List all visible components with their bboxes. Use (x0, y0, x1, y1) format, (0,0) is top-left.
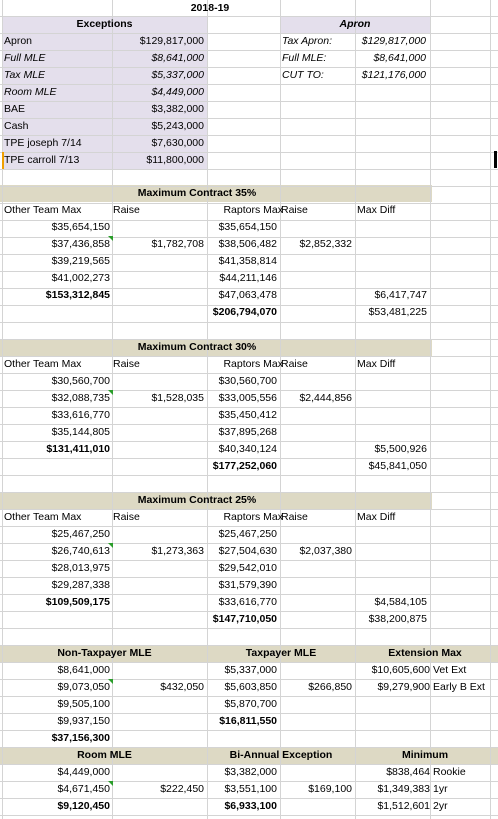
extension-max-value[interactable]: $10,605,600 (371, 664, 430, 676)
minimum-header[interactable]: Minimum (401, 749, 449, 761)
col-raise[interactable]: Raise (113, 358, 140, 370)
room-mle-value[interactable]: $4,671,450 (57, 783, 110, 795)
raptors-max-value[interactable]: $25,467,250 (218, 528, 277, 540)
other-team-max-value[interactable]: $37,436,858 (51, 238, 110, 250)
room-mle-raise[interactable]: $222,450 (160, 783, 204, 795)
other-team-max-value[interactable]: $28,013,975 (51, 562, 110, 574)
nontax-mle-value[interactable]: $9,073,050 (57, 681, 110, 693)
raptors-max-value[interactable]: $35,654,150 (218, 221, 277, 233)
other-team-max-value[interactable]: $41,002,273 (51, 272, 110, 284)
exception-value[interactable]: $129,817,000 (139, 35, 204, 47)
exception-value[interactable]: $5,337,000 (151, 69, 204, 81)
exception-value[interactable]: $4,449,000 (151, 86, 204, 98)
grid-row-line (0, 475, 498, 476)
grid-row-line (0, 815, 498, 816)
raptors-max-value[interactable]: $33,616,770 (218, 596, 277, 608)
max-diff-value[interactable]: $5,500,926 (374, 443, 427, 455)
exceptions-header: Exceptions (76, 18, 133, 30)
other-team-max-value[interactable]: $32,088,735 (51, 392, 110, 404)
col-raptors-max[interactable]: Raptors Max (223, 204, 283, 216)
other-team-max-value[interactable]: $35,144,805 (51, 426, 110, 438)
raptors-max-value[interactable]: $41,358,814 (218, 255, 277, 267)
raptors-max-total[interactable]: $206,794,070 (212, 306, 277, 318)
extension-max-value[interactable]: $9,279,900 (377, 681, 430, 693)
col-raptors-max[interactable]: Raptors Max (223, 511, 283, 523)
col-raise[interactable]: Raise (113, 511, 140, 523)
text-cursor (494, 151, 497, 168)
raptors-max-value[interactable]: $30,560,700 (218, 375, 277, 387)
taxpayer-mle-header[interactable]: Taxpayer MLE (245, 647, 317, 659)
exception-label[interactable]: Room MLE (4, 86, 57, 98)
bi-annual-exception-header[interactable]: Bi-Annual Exception (229, 749, 333, 761)
raise2-value[interactable]: $2,852,332 (299, 238, 352, 250)
nontax-mle-raise[interactable]: $432,050 (160, 681, 204, 693)
extension-max-header[interactable]: Extension Max (388, 647, 462, 659)
exception-label[interactable]: Tax MLE (4, 69, 46, 81)
other-team-max-value[interactable]: $26,740,613 (51, 545, 110, 557)
nontax-mle-value[interactable]: $9,937,150 (57, 715, 110, 727)
raptors-max-value[interactable]: $27,504,630 (218, 545, 277, 557)
exception-label[interactable]: BAE (4, 103, 26, 115)
max-diff-total[interactable]: $45,841,050 (368, 460, 427, 472)
max-contract-header[interactable]: Maximum Contract 25% (137, 494, 257, 506)
nontax-mle-total[interactable]: $37,156,300 (51, 732, 110, 744)
max-diff-value[interactable]: $4,584,105 (374, 596, 427, 608)
minimum-label[interactable]: 2yr (433, 800, 448, 812)
extension-max-label[interactable]: Vet Ext (433, 664, 467, 676)
room-mle-value[interactable]: $4,449,000 (57, 766, 110, 778)
max-diff-total[interactable]: $38,200,875 (368, 613, 427, 625)
minimum-label[interactable]: Rookie (433, 766, 466, 778)
other-team-max-value[interactable]: $29,287,338 (51, 579, 110, 591)
raptors-max-value[interactable]: $31,579,390 (218, 579, 277, 591)
exception-label[interactable]: Cash (4, 120, 29, 132)
other-team-max-value[interactable]: $39,219,565 (51, 255, 110, 267)
exception-label[interactable]: Full MLE (4, 52, 46, 64)
raise-value[interactable]: $1,273,363 (151, 545, 204, 557)
tax-mle-value[interactable]: $5,337,000 (224, 664, 277, 676)
apron-value[interactable]: $129,817,000 (361, 35, 426, 47)
exception-label[interactable]: TPE joseph 7/14 (4, 137, 82, 149)
exception-label[interactable]: Apron (4, 35, 33, 47)
bae-raise[interactable]: $169,100 (308, 783, 352, 795)
tax-mle-value[interactable]: $5,603,850 (224, 681, 277, 693)
col-raise2[interactable]: Raise (281, 358, 308, 370)
raptors-max-value[interactable]: $37,895,268 (218, 426, 277, 438)
col-max-diff[interactable]: Max Diff (357, 358, 396, 370)
extension-max-label[interactable]: Early B Ext (433, 681, 485, 693)
nontax-mle-value[interactable]: $8,641,000 (57, 664, 110, 676)
minimum-value[interactable]: $1,349,383 (377, 783, 430, 795)
apron-value[interactable]: $121,176,000 (361, 69, 426, 81)
nontax-mle-value[interactable]: $9,505,100 (57, 698, 110, 710)
season-title: 2018-19 (190, 2, 230, 14)
raise-value[interactable]: $1,782,708 (151, 238, 204, 250)
raptors-max-value[interactable]: $29,542,010 (218, 562, 277, 574)
bae-value[interactable]: $3,382,000 (224, 766, 277, 778)
col-raise2[interactable]: Raise (281, 204, 308, 216)
apron-label[interactable]: CUT TO: (282, 69, 324, 81)
col-raptors-max[interactable]: Raptors Max (223, 358, 283, 370)
apron-header: Apron (339, 18, 371, 30)
other-team-max-value[interactable]: $30,560,700 (51, 375, 110, 387)
tax-mle-total[interactable]: $16,811,550 (219, 715, 277, 727)
other-team-max-value[interactable]: $35,654,150 (51, 221, 110, 233)
raise-value[interactable]: $1,528,035 (151, 392, 204, 404)
apron-value[interactable]: $8,641,000 (373, 52, 426, 64)
bae-total[interactable]: $6,933,100 (224, 800, 277, 812)
exception-value[interactable]: $5,243,000 (151, 120, 204, 132)
raptors-max-value[interactable]: $40,340,124 (218, 443, 277, 455)
nontaxpayer-mle-header[interactable]: Non-Taxpayer MLE (57, 647, 152, 659)
raptors-max-value[interactable]: $38,506,482 (218, 238, 277, 250)
exception-value[interactable]: $11,800,000 (146, 154, 204, 166)
grid-row-line (0, 169, 498, 170)
raptors-max-total[interactable]: $177,252,060 (212, 460, 277, 472)
other-team-max-value[interactable]: $25,467,250 (51, 528, 110, 540)
exception-label[interactable]: TPE carroll 7/13 (4, 154, 80, 166)
raptors-max-value[interactable]: $47,063,478 (218, 289, 277, 301)
selected-cell-marker (2, 152, 4, 169)
col-other-team-max[interactable]: Other Team Max (4, 511, 82, 523)
apron-label[interactable]: Tax Apron: (282, 35, 333, 47)
col-max-diff[interactable]: Max Diff (357, 511, 396, 523)
raise2-value[interactable]: $2,037,380 (299, 545, 352, 557)
other-team-max-value[interactable]: $33,616,770 (51, 409, 110, 421)
tax-mle-value[interactable]: $5,870,700 (224, 698, 277, 710)
other-team-max-total[interactable]: $153,312,845 (45, 289, 110, 301)
col-max-diff[interactable]: Max Diff (357, 204, 396, 216)
raptors-max-value[interactable]: $44,211,146 (219, 272, 277, 284)
room-mle-total[interactable]: $9,120,450 (57, 800, 110, 812)
exception-value[interactable]: $8,641,000 (151, 52, 204, 64)
grid-row-line (0, 628, 498, 629)
col-other-team-max[interactable]: Other Team Max (4, 358, 82, 370)
max-diff-total[interactable]: $53,481,225 (368, 306, 427, 318)
max-diff-value[interactable]: $6,417,747 (374, 289, 427, 301)
raise2-value[interactable]: $2,444,856 (299, 392, 352, 404)
tax-mle-raise[interactable]: $266,850 (308, 681, 352, 693)
max-contract-header[interactable]: Maximum Contract 30% (137, 341, 257, 353)
other-team-max-total[interactable]: $109,509,175 (45, 596, 110, 608)
apron-label[interactable]: Full MLE: (282, 52, 327, 64)
raptors-max-value[interactable]: $35,450,412 (218, 409, 277, 421)
exception-value[interactable]: $3,382,000 (151, 103, 204, 115)
raptors-max-total[interactable]: $147,710,050 (212, 613, 277, 625)
raptors-max-value[interactable]: $33,005,556 (218, 392, 277, 404)
other-team-max-total[interactable]: $131,411,010 (46, 443, 110, 455)
grid-row-line (0, 322, 498, 323)
room-mle-header[interactable]: Room MLE (77, 749, 132, 761)
col-raise[interactable]: Raise (113, 204, 140, 216)
bae-value[interactable]: $3,551,100 (224, 783, 277, 795)
minimum-value[interactable]: $1,512,601 (377, 800, 430, 812)
minimum-label[interactable]: 1yr (433, 783, 448, 795)
max-contract-header[interactable]: Maximum Contract 35% (137, 187, 257, 199)
col-raise2[interactable]: Raise (281, 511, 308, 523)
col-other-team-max[interactable]: Other Team Max (4, 204, 82, 216)
exception-value[interactable]: $7,630,000 (151, 137, 204, 149)
minimum-value[interactable]: $838,464 (386, 766, 430, 778)
